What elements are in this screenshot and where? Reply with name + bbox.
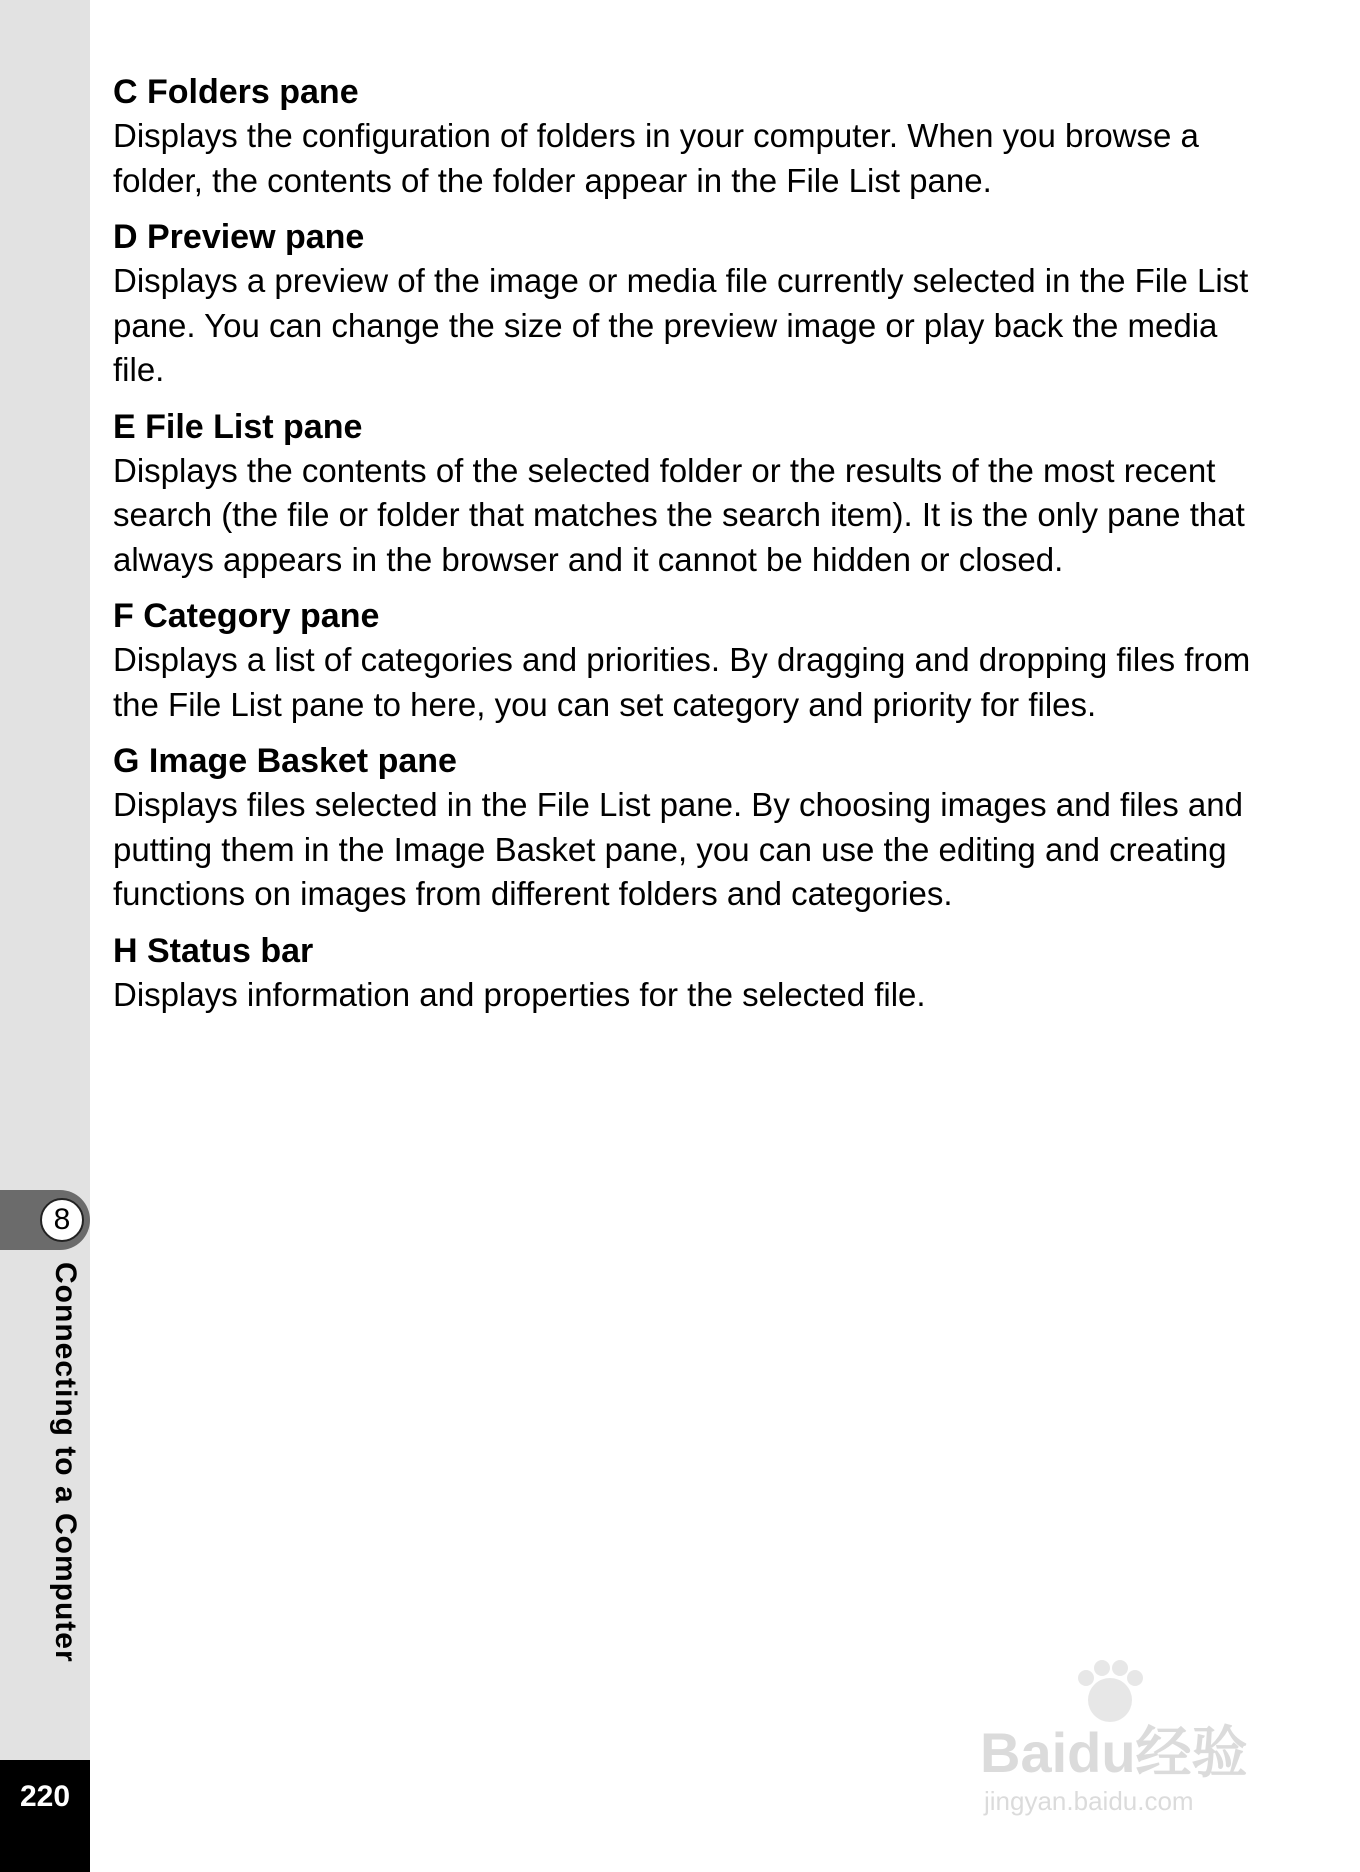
chapter-title: Connecting to a Computer xyxy=(49,1262,82,1663)
chapter-number: 8 xyxy=(40,1198,84,1242)
section-body: Displays a list of categories and priorities. By dragging and dropping files from the File List pane to here, you can set category and priority for files. xyxy=(113,641,1251,723)
section-title: C Folders pane xyxy=(113,73,359,111)
section-title: D Preview pane xyxy=(113,218,365,256)
page-number: 220 xyxy=(19,1780,71,1813)
section-body: Displays a preview of the image or media file currently selected in the File List pane. You can change the size of the preview image or play back the media file. xyxy=(113,262,1249,388)
section-category-pane xyxy=(113,594,1263,727)
page-content xyxy=(113,70,1263,1029)
section-body: Displays the configuration of folders in your computer. When you browse a folder, the contents of the folder appear in the File List pane. xyxy=(113,117,1199,199)
section-title: G Image Basket pane xyxy=(113,742,457,780)
baidu-watermark xyxy=(970,1660,1290,1820)
section-body: Displays information and properties for the selected file. xyxy=(113,975,926,1013)
paw-logo-icon xyxy=(1078,1660,1143,1722)
section-folders-pane xyxy=(113,70,1263,203)
section-title: F Category pane xyxy=(113,597,380,635)
section-title: E File List pane xyxy=(113,407,363,446)
watermark-url: jingyan.baidu.com xyxy=(984,1786,1194,1816)
page-number-box xyxy=(0,1760,90,1872)
section-preview-pane xyxy=(113,215,1263,393)
section-body: Displays the contents of the selected folder or the results of the most recent search (the file or folder that matches the search item). It is the only pane that always appears in the browser and it cannot be hidden or closed. xyxy=(113,451,1245,578)
section-image-basket-pane xyxy=(113,739,1263,917)
section-title: H Status bar xyxy=(113,931,314,970)
section-body: Displays files selected in the File List pane. By choosing images and files and putting them in the Image Basket pane, you can use the editing and creating functions on images from different folders and categories. xyxy=(113,786,1243,912)
section-file-list-pane xyxy=(113,405,1263,583)
watermark-brand: Baidu经验 xyxy=(980,1721,1248,1784)
section-status-bar xyxy=(113,929,1263,1018)
